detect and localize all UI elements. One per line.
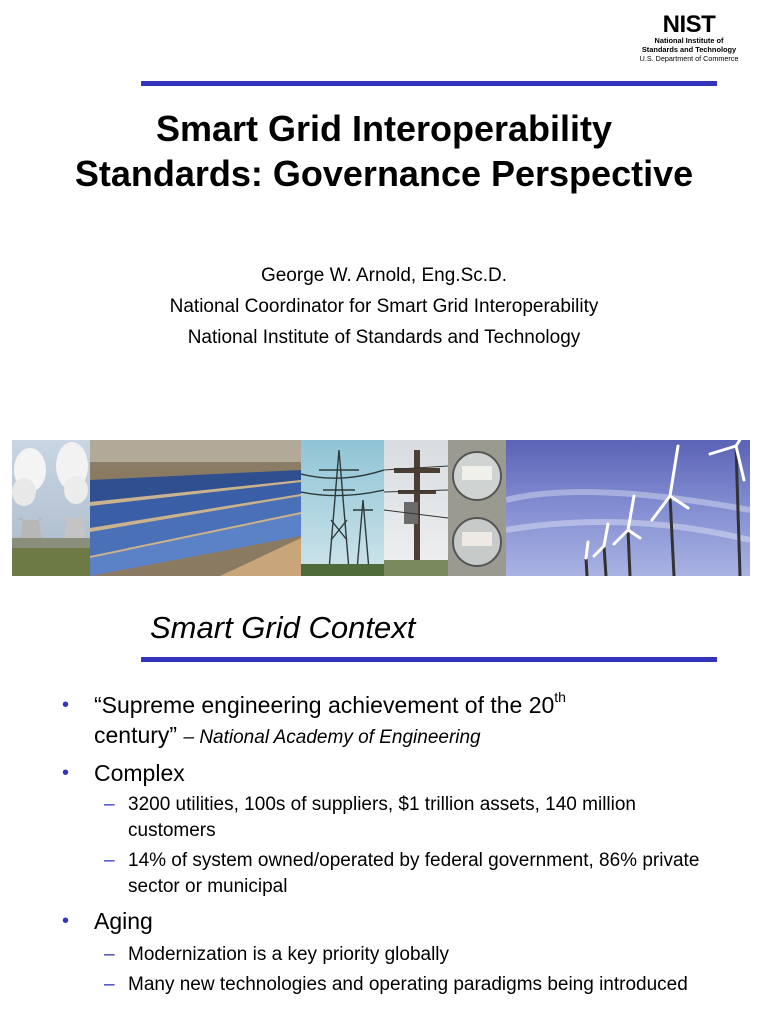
- author-role: National Coordinator for Smart Grid Interoperability: [169, 296, 599, 317]
- dash-marker: –: [104, 794, 115, 815]
- title-divider: [141, 81, 717, 86]
- electric-meters-photo: [448, 440, 506, 576]
- nist-logo-line1: National Institute of: [654, 36, 724, 45]
- bullet-marker: •: [62, 762, 70, 784]
- bullet-supreme-engineering: [62, 690, 722, 750]
- utility-pole-photo: [384, 440, 448, 576]
- bullet-text: Complex: [94, 760, 185, 786]
- subbullet-ownership: [104, 848, 724, 900]
- slide-title-line2: Standards: Governance Perspective: [74, 153, 694, 194]
- author-name: George W. Arnold, Eng.Sc.D.: [260, 265, 508, 286]
- bullet-marker: •: [62, 910, 70, 932]
- cooling-towers-photo: [12, 440, 90, 576]
- quote-text: “Supreme engineering achievement of the 20: [94, 692, 555, 718]
- author-block: [20, 260, 748, 353]
- energy-photo-strip: [12, 440, 750, 576]
- bullet-complex: [62, 758, 722, 788]
- subbullet-utilities: [104, 792, 724, 844]
- subbullet-text: Many new technologies and operating paradigms being introduced: [128, 974, 688, 995]
- nist-logo-line3: U.S. Department of Commerce: [639, 54, 739, 63]
- subbullet-text: Modernization is a key priority globally: [128, 944, 450, 965]
- section-title: Smart Grid Context: [150, 610, 416, 645]
- section-divider: [141, 657, 717, 662]
- quote-source: – National Academy of Engineering: [183, 727, 481, 748]
- author-org: National Institute of Standards and Technology: [187, 327, 581, 348]
- nist-logo: [628, 11, 750, 63]
- nist-logo-word: NIST: [662, 11, 716, 38]
- dash-marker: –: [104, 850, 115, 871]
- nist-logo-line2: Standards and Technology: [641, 45, 737, 54]
- subbullet-new-technologies: [104, 972, 724, 1024]
- slide-title: [20, 106, 748, 196]
- bullet-aging: [62, 906, 722, 936]
- slide-title-line1: Smart Grid Interoperability: [155, 108, 613, 149]
- bullet-text: Aging: [94, 908, 153, 934]
- subbullet-text: 14% of system owned/operated by federal government, 86% private sector or municipal: [128, 850, 700, 897]
- transmission-towers-photo: [301, 440, 384, 576]
- quote-superscript: th: [554, 689, 566, 706]
- bullet-text: [94, 690, 714, 753]
- bullet-marker: •: [62, 694, 70, 716]
- solar-field-photo: [90, 440, 301, 576]
- wind-turbines-photo: [506, 440, 750, 576]
- subbullet-modernization: [104, 942, 724, 968]
- subbullet-text: 3200 utilities, 100s of suppliers, $1 trillion assets, 140 million customers: [128, 794, 636, 841]
- dash-marker: –: [104, 974, 115, 995]
- dash-marker: –: [104, 944, 115, 965]
- quote-text-line2: century”: [94, 722, 178, 748]
